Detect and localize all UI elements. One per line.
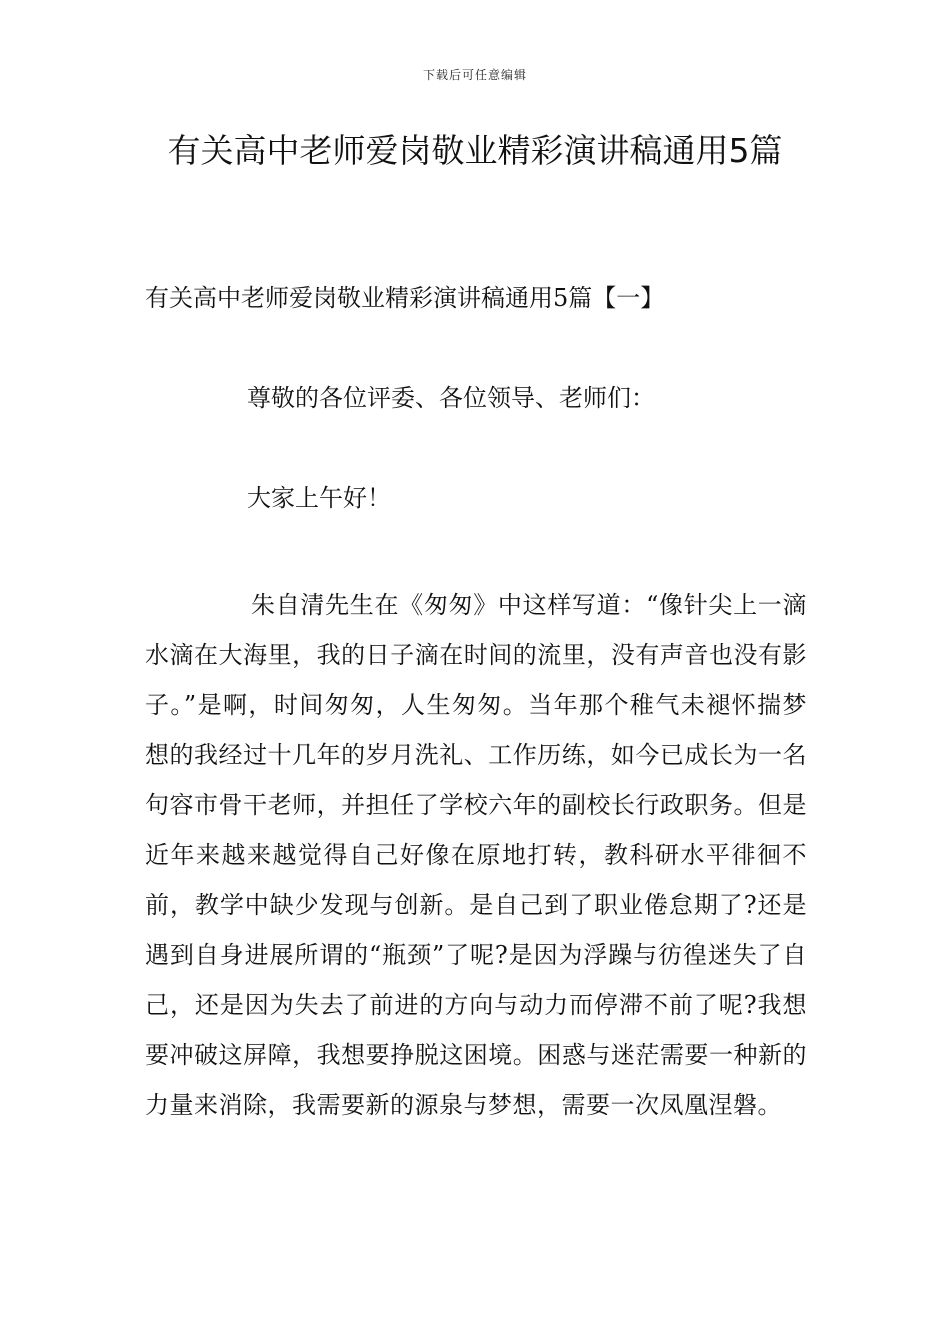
document-title: 有关高中老师爱岗敬业精彩演讲稿通用5篇 (167, 131, 783, 170)
body-paragraph: 朱自清先生在《匆匆》中这样写道：“像针尖上一滴水滴在大海里，我的日子滴在时间的流里，没有声音也没有影子。”是啊，时间匆匆，人生匆匆。当年那个稚气未褪怀揣梦想的我经过十几年的岁月洗礼、工作历练，如今已成长为一名句容市骨干老师，并担任了学校六年的副校长行政职务。但是近年来越来越觉得自己好像在原地打转，教科研水平徘徊不前，教学中缺少发现与创新。是自己到了职业倦怠期了?还是遇到自身进展所谓的“瓶颈”了呢?是因为浮躁与彷徨迷失了自己，还是因为失去了前进的方向与动力而停滞不前了呢?我想要冲破这屏障，我想要挣脱这困境。困惑与迷茫需要一种新的力量来消除，我需要新的源泉与梦想，需要一次凤凰涅磐。 (145, 591, 807, 1119)
greeting: 大家上午好！ (247, 484, 391, 512)
section-heading: 有关高中老师爱岗敬业精彩演讲稿通用5篇【一】 (145, 284, 665, 312)
salutation: 尊敬的各位评委、各位领导、老师们： (247, 384, 655, 412)
header-note: 下载后可任意编辑 (422, 68, 527, 82)
